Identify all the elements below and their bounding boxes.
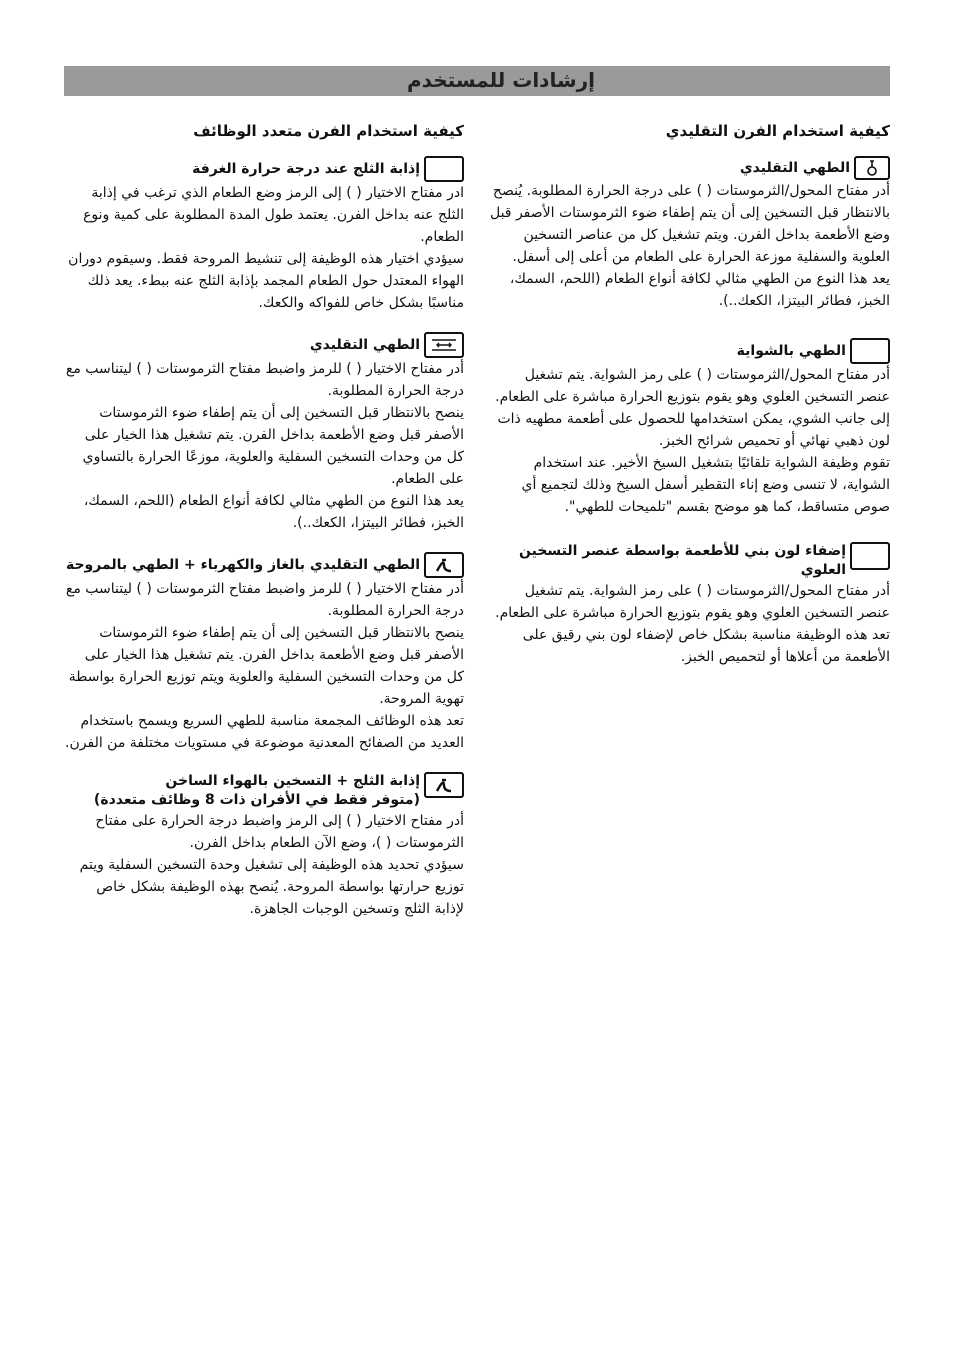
- section-label-group: [94, 772, 420, 810]
- right-column-title: كيفية استخدام الفرن التقليدي: [665, 122, 890, 140]
- section-label: إذابة الثلج + التسخين بالهواء الساخن: [165, 773, 420, 789]
- section-head: [64, 552, 464, 578]
- section-grill: [490, 338, 890, 518]
- fan-icon: [424, 772, 464, 798]
- section-text: أدر مفتاح الاختيار ( ) إلى الرمز واضبط درجة الحرارة على مفتاح الثرموستات ( )، وضع الآن الطعام بداخل الفرن.: [95, 813, 464, 851]
- header-band: [64, 66, 890, 96]
- section-top-heat-browning: [490, 542, 890, 668]
- section-conventional-cooking: [490, 156, 890, 312]
- left-column: [64, 118, 464, 938]
- section-text: سيؤدي تحديد هذه الوظيفة إلى تشغيل وحدة التسخين السفلية ويتم توزيع حرارتها بواسطة المروحة. يُنصح بهذه الوظيفة بشكل خاص لإذابة الثلج وتسخين الوجبات الجاهزة.: [79, 857, 464, 917]
- section-label: إذابة الثلج عند درجة حرارة الغرفة: [192, 160, 420, 177]
- section-text: تعد هذه الوظيفة مناسبة بشكل خاص لإضفاء لون بني رقيق على الأطعمة من أعلاها أو لتحميص الخبز.: [522, 627, 890, 665]
- section-text: ادر مفتاح الاختيار ( ) إلى الرمز وضع الطعام الذي ترغب في إذابة الثلج عنه بداخل الفرن. يعتمد طول المدة المطلوبة على كمية ونوع الطعام.: [83, 185, 464, 245]
- left-column-title: كيفية استخدام الفرن متعدد الوظائف: [193, 122, 464, 140]
- right-column: [490, 118, 890, 686]
- section-label: الطهي التقليدي: [739, 159, 850, 176]
- section-head: [64, 332, 464, 358]
- conventional-icon: [424, 332, 464, 358]
- section-conventional: [64, 332, 464, 534]
- section-label: الطهي التقليدي بالغاز والكهرباء + الطهي بالمروحة: [65, 556, 420, 573]
- section-text: تعد هذه الوظائف المجمعة مناسبة للطهي السريع ويسمح باستخدام العديد من الصفائح المعدنية موضوعة في مستويات مختلفة من الفرن.: [65, 713, 464, 751]
- section-label-note: (متوفر فقط في الأفران ذات 8 وظائف متعددة): [93, 792, 420, 808]
- section-head: [490, 156, 890, 180]
- page-title: إرشادات للمستخدم: [407, 68, 595, 92]
- section-text: ينصح بالانتظار قبل التسخين إلى أن يتم إطفاء ضوء الثرموستات الأصفر قبل وضع الأطعمة بداخل الفرن. يتم تشغيل هذا الخيار على كل من وحدات التسخين السفلية والعلوية، موزعًا الحرارة بالتساوي على الطعام.: [82, 405, 464, 487]
- section-head: [490, 338, 890, 364]
- section-label: الطهي التقليدي: [309, 336, 420, 353]
- section-head: [64, 772, 464, 810]
- defrost-icon: [424, 156, 464, 182]
- top-heat-icon: [850, 542, 890, 570]
- section-text: أدر مفتاح الاختيار ( ) للرمز واضبط مفتاح الثرموستات ( ) ليتناسب مع درجة الحرارة المطلوبة.: [65, 361, 464, 399]
- section-defrost-room-temp: [64, 156, 464, 314]
- grill-icon: [850, 338, 890, 364]
- section-text: أدر مفتاح المحول/الثرموستات ( ) على رمز الشواية. يتم تشغيل عنصر التسخين العلوي وهو يقوم بتوزيع الحرارة مباشرة على الطعام. إلى جانب الشوي، يمكن استخدامها للحصول على أطعمة مطهيه ذات لون ذهبي نهائي أو تحميص شرائح الخبز.: [495, 367, 890, 449]
- section-text: أدر مفتاح الاختيار ( ) للرمز واضبط مفتاح الثرموستات ( ) ليتناسب مع درجة الحرارة المطلوبة.: [65, 581, 464, 619]
- section-text: سيؤدي اختيار هذه الوظيفة إلى تنشيط المروحة فقط. وسيقوم دوران الهواء المعتدل حول الطعام المجمد بإذابة الثلج عنه ببطء. يعد ذلك مناسبًا بشكل خاص للفواكه والكعك.: [68, 251, 464, 311]
- section-text: ينصح بالانتظار قبل التسخين إلى أن يتم إطفاء ضوء الثرموستات الأصفر قبل وضع الأطعمة بداخل الفرن. يتم تشغيل هذا الخيار على كل من وحدات التسخين السفلية والعلوية ويتم توزيع الحرارة بواسطة تهوية المروحة.: [68, 625, 464, 707]
- section-label: الطهي بالشواية: [736, 342, 846, 359]
- section-text: تقوم وظيفة الشواية تلقائيًا بتشغيل السيخ الأخير. عند استخدام الشواية، لا تنسى وضع إناء التقطير أسفل السيخ وذلك لتجميع أي صوص متساقط، كما هو موضح بقسم "تلميحات للطهي".: [521, 455, 890, 515]
- section-head: [64, 156, 464, 182]
- section-text: أدر مفتاح المحول/الثرموستات ( ) على رمز الشواية. يتم تشغيل عنصر التسخين العلوي وهو يقوم بتوزيع الحرارة مباشرة على الطعام.: [495, 583, 890, 621]
- fan-icon: [424, 552, 464, 578]
- section-text: أدر مفتاح المحول/الثرموستات ( ) على درجة الحرارة المطلوبة. يُنصح بالانتظار قبل التسخين إلى أن يتم إطفاء ضوء الثرموستات الأصفر قبل وضع الأطعمة بداخل الفرن. ويتم تشغيل كل من عناصر التسخين العلوية والسفلية موزعة الحرارة على الطعام من أعلى إلى أسفل. يعد هذا النوع من الطهي مثالي لكافة أنواع الطعام (اللحم، السمك، الخبز، فطائر البيتزا، الكعك..).: [489, 183, 890, 309]
- section-label: إضفاء لون بني للأطعمة بواسطة عنصر التسخين العلوي: [519, 543, 846, 578]
- section-text: يعد هذا النوع من الطهي مثالي لكافة أنواع الطعام (اللحم، السمك، الخبز، فطائر البيتزا، الكعك..).: [83, 493, 464, 531]
- section-head: [490, 542, 890, 580]
- top-bottom-heat-icon: [854, 156, 890, 180]
- section-defrost-hot-air: [64, 772, 464, 920]
- section-gas-electric-fan: [64, 552, 464, 754]
